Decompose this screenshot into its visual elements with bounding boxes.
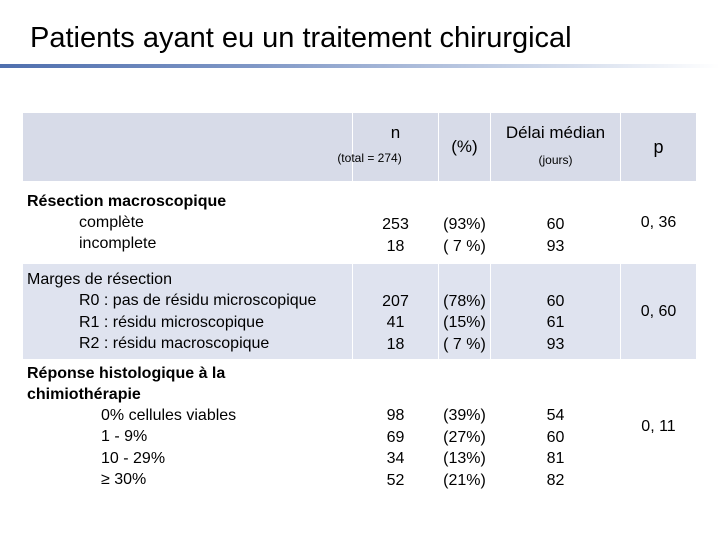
header-empty-cell — [23, 113, 353, 182]
group-label-cell — [23, 182, 353, 264]
group-item: 1 - 9% — [101, 428, 148, 445]
pct-cell — [439, 360, 491, 494]
n-value: 253 — [382, 216, 409, 233]
pct-value: (21%) — [443, 471, 486, 489]
n-value: 52 — [386, 471, 405, 489]
group-item: complète — [79, 213, 144, 231]
delai-value: 93 — [546, 237, 565, 255]
pct-value: (27%) — [443, 428, 486, 446]
header-n-label: n — [390, 123, 401, 142]
p-value: 0, 36 — [621, 182, 697, 264]
group-label-cell — [23, 264, 353, 360]
group-item: R1 : résidu microscopique — [79, 313, 264, 331]
n-value: 69 — [386, 428, 405, 446]
n-cell — [353, 264, 439, 360]
delai-cell — [491, 264, 621, 360]
header-p-label: p — [621, 113, 697, 182]
delai-value: 82 — [546, 471, 565, 489]
header-pct-label: (%) — [439, 113, 491, 182]
results-table — [22, 112, 697, 494]
delai-value: 93 — [546, 335, 565, 353]
n-cell — [353, 182, 439, 264]
group-reponse-row — [23, 360, 697, 494]
group-item: 0% cellules viables — [101, 406, 237, 424]
table-header-row — [23, 113, 697, 182]
group-item: R0 : pas de résidu microscopique — [79, 292, 317, 309]
n-value: 18 — [386, 237, 405, 255]
slide-title: Patients ayant eu un traitement chirurgical — [30, 22, 572, 54]
pct-value: (15%) — [443, 314, 486, 331]
pct-cell — [439, 264, 491, 360]
n-value: 41 — [386, 314, 405, 331]
pct-value: ( 7 %) — [443, 237, 486, 255]
header-n-cell — [337, 113, 439, 182]
pct-value: (78%) — [443, 292, 486, 310]
group-title: Marges de résection — [27, 270, 172, 288]
delai-value: 54 — [546, 407, 565, 424]
title-underline — [0, 64, 720, 68]
delai-value: 60 — [546, 292, 565, 310]
p-value: 0, 11 — [621, 360, 697, 494]
header-delai-label: Délai médian — [505, 123, 606, 142]
group-item: ≥ 30% — [101, 471, 147, 488]
n-value: 207 — [382, 292, 409, 310]
header-delai-unit: (jours) — [538, 153, 573, 167]
group-resection-row — [23, 182, 697, 264]
header-n-total: (total = 274) — [337, 151, 402, 165]
group-item: 10 - 29% — [101, 449, 166, 467]
group-title: Réponse histologique à la — [27, 364, 226, 382]
group-label-cell — [23, 360, 353, 494]
group-item: R2 : résidu macroscopique — [79, 335, 270, 352]
pct-value: (93%) — [443, 216, 486, 233]
pct-value: (13%) — [443, 450, 486, 467]
delai-value: 60 — [546, 428, 565, 446]
group-title: Résection macroscopique — [27, 192, 227, 210]
pct-value: (39%) — [443, 407, 486, 424]
delai-cell — [491, 182, 621, 264]
n-value: 34 — [386, 450, 405, 467]
group-item: incomplete — [79, 235, 157, 252]
pct-value: ( 7 %) — [443, 335, 486, 353]
header-delai-cell — [491, 113, 621, 182]
delai-cell — [491, 360, 621, 494]
group-title-cont: chimiothérapie — [27, 385, 141, 403]
delai-value: 60 — [546, 216, 565, 233]
delai-value: 81 — [546, 450, 565, 467]
n-cell — [353, 360, 439, 494]
n-value: 98 — [386, 407, 405, 424]
n-value: 18 — [386, 335, 405, 353]
p-value: 0, 60 — [621, 264, 697, 360]
group-marges-row — [23, 264, 697, 360]
pct-cell — [439, 182, 491, 264]
delai-value: 61 — [546, 314, 565, 331]
